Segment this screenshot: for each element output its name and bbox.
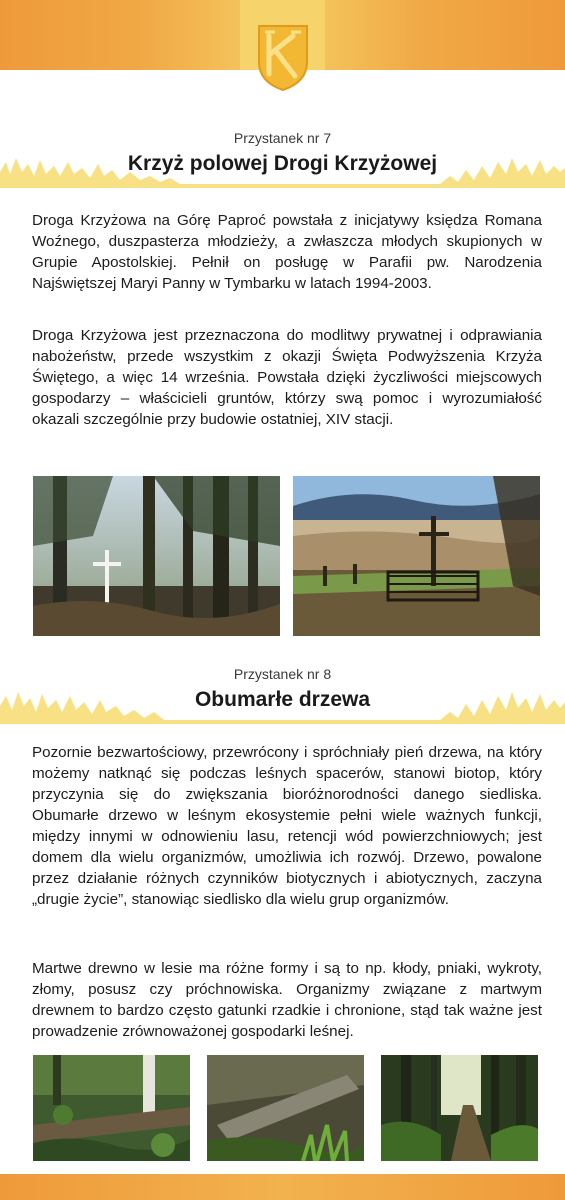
rotting-trunk-photo: [207, 1055, 364, 1161]
stop-7-paragraph-1: Droga Krzyżowa na Górę Paproć powstała z inicjatywy księdza Romana Woźnego, duszpasterza młodzieży, a zwłaszcza młodych skupionych w Grupie Apostolskiej. Pełnił on posługę w Parafii pw. Narodzenia Najświętszej Maryi Panny w Tymbarku w latach 1994-2003.: [32, 212, 542, 292]
stop-7-label: Przystanek nr 7: [233, 130, 332, 146]
cross-in-forest-photo: [33, 476, 280, 636]
stop-8-title: Obumarłe drzewa: [194, 688, 371, 711]
cross-on-hill-photo: [293, 476, 540, 636]
fallen-log-photo: [33, 1055, 190, 1161]
coat-of-arms-icon: [255, 22, 311, 92]
stop-7-title: Krzyż polowej Drogi Krzyżowej: [127, 152, 438, 175]
top-banner: [0, 0, 565, 96]
bottom-banner: [0, 1174, 565, 1200]
stop-7-paragraph-2: Droga Krzyżowa jest przeznaczona do modlitwy prywatnej i odprawiania nabożeństw, przede wszystkim z okazji Święta Podwyższenia Krzyża Świętego, a więc 14 września. Powstała dzięki życzliwości miejscowych gospodarzy – właścicieli gruntów, którzy swą pomoc i wyrozumiałość okazali szczególnie przy budowie ostatniej, XIV stacji.: [32, 327, 542, 428]
stop-8-paragraph-1: Pozornie bezwartościowy, przewrócony i spróchniały pień drzewa, na który możemy natknąć się podczas leśnych spacerów, stanowi biotop, który przyczynia się do zwiększania bioróżnorodności danego siedliska. Obumarłe drzewo w leśnym ekosystemie pełni wiele ważnych funkcji, między innymi w odnowieniu lasu, retencji wód powierzchniowych; jest domem dla wielu organizmów, umożliwia ich rozwój. Drzewo, powalone przez działanie różnych czynników biotycznych i abiotycznych, zaczyna „drugie życie”, stanowiąc siedlisko dla wielu grup organizmów.: [32, 744, 542, 908]
forest-path-photo: [381, 1055, 538, 1161]
stop-7-header: [0, 128, 565, 188]
banner-right-stripe: [325, 0, 565, 70]
banner-left-stripe: [0, 0, 240, 70]
stop-8-label: Przystanek nr 8: [233, 666, 332, 682]
stop-8-header: [0, 664, 565, 724]
stop-8-paragraph-2: Martwe drewno w lesie ma różne formy i są to np. kłody, pniaki, wykroty, złomy, posusz czy próchnowiska. Organizmy związane z martwym drewnem to bardzo często gatunki rzadkie i chronione, stąd tak ważne jest prowadzenie zrównoważonej gospodarki leśnej.: [32, 960, 542, 1040]
